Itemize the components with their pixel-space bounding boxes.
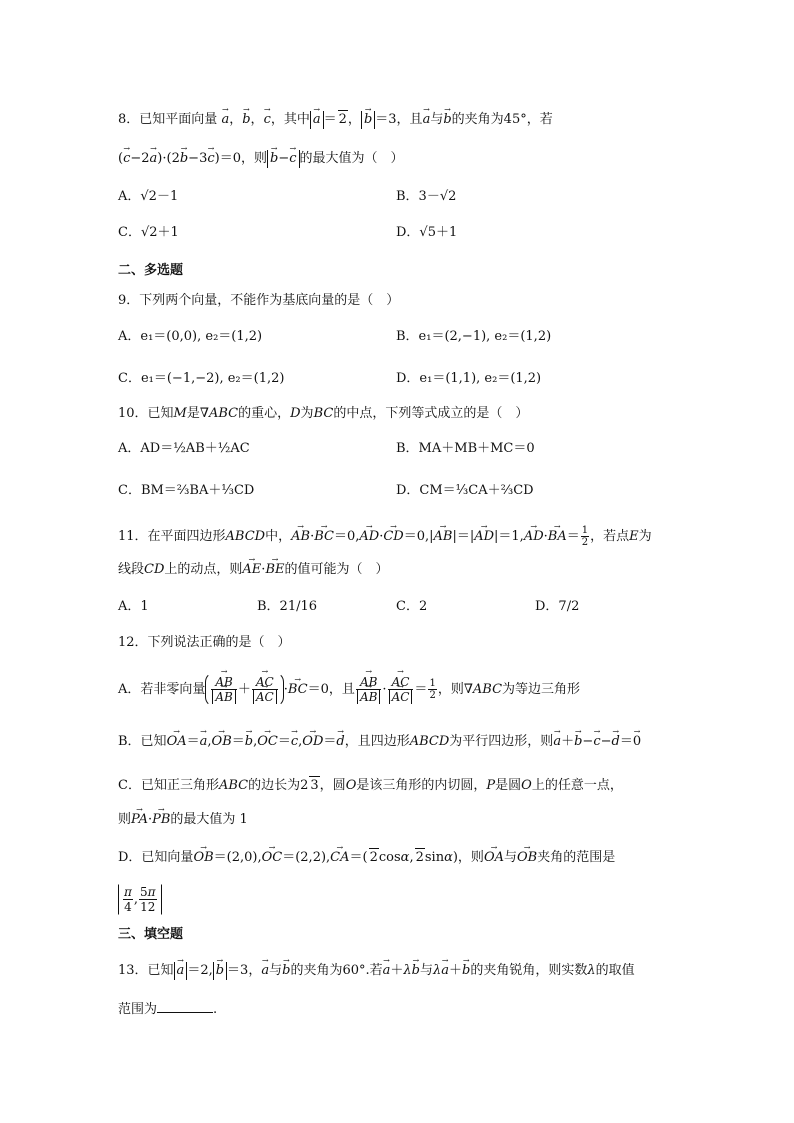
q12-text: A．若非零向量	[118, 682, 206, 697]
q13-text: ，	[248, 963, 262, 978]
q13-text: 的取值	[595, 963, 635, 978]
q12-text: 上的任意一点，	[531, 778, 623, 793]
q12-text: ，且	[328, 682, 355, 697]
q12-stem: 12．下列说法正确的是（ ）	[118, 635, 291, 650]
q12-text: 则	[118, 812, 132, 827]
q12-text: 是圆	[495, 778, 522, 793]
q10-stem: 10．已知M是∇ABC的重心，D为BC的中点，下列等式成立的是（ ）	[118, 406, 529, 421]
q12-text: 夹角的范围是	[537, 850, 616, 865]
q12-text: ，圆	[319, 778, 346, 793]
q9-stem: 9．下列两个向量，不能作为基底向量的是（ ）	[118, 293, 400, 308]
q11-text: 线段	[118, 562, 145, 577]
q9-option-d: D．e₁＝(1,1), e₂＝(1,2)	[396, 371, 542, 386]
q13-text: 的夹角为60°.若	[290, 963, 383, 978]
q8-line2: (→ c−2→ a)·(2→ b−3→ c)＝0，则→ b−→ c 的最大值为（ ）	[118, 150, 404, 168]
q8-text: ，且	[396, 112, 423, 127]
q10-text: 10．已知	[118, 406, 174, 421]
q13-text: 的夹角锐角，则实数	[470, 963, 588, 978]
q8-number: 8．	[118, 112, 140, 127]
q11-text: 中，	[265, 529, 292, 544]
q12-option-d: D．已知向量→ OB＝(2,0),→ OC＝(2,2),→ CA＝( 2cosα, 2sinα)，则→ OA与→ OB夹角的范围是	[118, 848, 615, 867]
q10-option-b: B．MA＋MB＋MC＝0	[396, 441, 535, 456]
q8-option-d: D．√5＋1	[396, 225, 458, 240]
answer-blank[interactable]	[157, 1000, 213, 1013]
q11-text: 11．在平面四边形	[118, 529, 226, 544]
q11-stem-line1: 11．在平面四边形ABCD中，→ AB·→ BC＝0,→ AD·→ CD＝0,|→ AB|＝|→ AD|＝1,→ AD·→ BA＝ $\frac{1}{2}$ ，若点E为	[118, 525, 652, 548]
q10-option-a: A．AD＝½AB＋½AC	[118, 441, 250, 456]
q13-text: 范围为	[118, 1002, 158, 1017]
q8-line1: 8．已知平面向量 → a，→ b，→ c，其中→ a ＝ 2，→ b ＝3，且→ a与→ b的夹角为45°，若	[118, 110, 553, 129]
q12-option-c-line2: 则→ PA·→ PB的最大值为 1	[118, 811, 248, 829]
q8-option-a: A．√2－1	[118, 189, 179, 204]
q10-text: 为	[300, 406, 314, 421]
q9-option-a: A．e₁＝(0,0), e₂＝(1,2)	[118, 329, 263, 344]
q12-option-a: A．若非零向量 → AB → AB ＋ → AC → AC ·→ BC＝0，且 → AB → AB · → AC → AC ＝ $\frac{1}{2}$ ，则∇ABC为等边三角形	[118, 672, 580, 707]
q11-text: 上的动点，则	[164, 562, 243, 577]
q8-text: 与	[430, 112, 444, 127]
q13-text: .	[213, 1002, 218, 1017]
q12-text: 为平行四边形，则	[449, 734, 554, 749]
q12-text: ，则	[437, 682, 464, 697]
q8-text: 的最大值为（ ）	[299, 151, 404, 166]
q13-text: 13．已知	[118, 963, 174, 978]
q11-option-a: A．1	[118, 599, 149, 614]
q8-text: ，其中	[270, 112, 310, 127]
q13-stem-line1: 13．已知→ a ＝2,→ b ＝3，→ a与→ b的夹角为60°.若→ a＋λ→ b与λ→ a＋→ b的夹角锐角，则实数λ的取值	[118, 962, 635, 980]
q12-option-c-line1: C．已知正三角形ABC的边长为2 3，圆O是该三角形的内切圆，P是圆O上的任意一点，	[118, 778, 623, 793]
q9-option-b: B．e₁＝(2,−1), e₂＝(1,2)	[396, 329, 552, 344]
q10-option-c: C．BM＝⅔BA＋⅓CD	[118, 483, 255, 498]
q12-option-d-range: $\frac{\pi}{4}$ , $\frac{5\pi}{12}$	[118, 884, 162, 915]
q11-text: 为	[638, 529, 652, 544]
q12-text: 的最大值为 1	[170, 812, 248, 827]
q12-text: D．已知向量	[118, 850, 194, 865]
section-multiple-choice: 二、多选题	[118, 263, 184, 278]
q11-text: ，若点	[590, 529, 630, 544]
q8-text: 已知平面向量	[139, 112, 218, 127]
q8-text: 的夹角为45°，若	[451, 112, 553, 127]
q10-text: 的中点，下列等式成立的是（ ）	[333, 406, 529, 421]
q12-text: 为等边三角形	[502, 682, 581, 697]
q10-text: 是	[186, 406, 200, 421]
q13-stem-line2	[118, 1000, 217, 1019]
q9-option-c: C．e₁＝(−1,−2), e₂＝(1,2)	[118, 371, 285, 386]
q8-option-c: C．√2＋1	[118, 225, 179, 240]
q8-text: ，则	[240, 151, 267, 166]
q12-text: C．已知正三角形	[118, 778, 219, 793]
q12-text: B．已知	[118, 734, 167, 749]
q11-option-d: D．7/2	[535, 599, 580, 614]
q11-stem-line2: 线段CD上的动点，则→ AE·→ BE的值可能为（ ）	[118, 561, 389, 579]
q8-option-b: B．3－√2	[396, 189, 457, 204]
q10-text: 的重心，	[238, 406, 291, 421]
q11-option-c: C．2	[396, 599, 428, 614]
q10-option-d: D．CM＝⅓CA＋⅔CD	[396, 483, 534, 498]
q13-text: 与	[269, 963, 283, 978]
q12-text: ，且四边形	[344, 734, 410, 749]
q12-text: 与	[503, 850, 517, 865]
q12-text: 是该三角形的内切圆，	[356, 778, 487, 793]
q12-option-b: B．已知→ OA＝→ a,→ OB＝→ b,→ OC＝→ c,→ OD＝→ d，且四边形ABCD为平行四边形，则→ a＋→ b−→ c−→ d＝→ 0	[118, 733, 641, 751]
section-fill-in: 三、填空题	[118, 927, 184, 942]
q13-text: 与	[420, 963, 434, 978]
q12-text: 的边长为	[248, 778, 301, 793]
q12-text: ，则	[457, 850, 484, 865]
q11-text: 的值可能为（ ）	[284, 562, 389, 577]
q11-option-b: B．21/16	[257, 599, 318, 614]
